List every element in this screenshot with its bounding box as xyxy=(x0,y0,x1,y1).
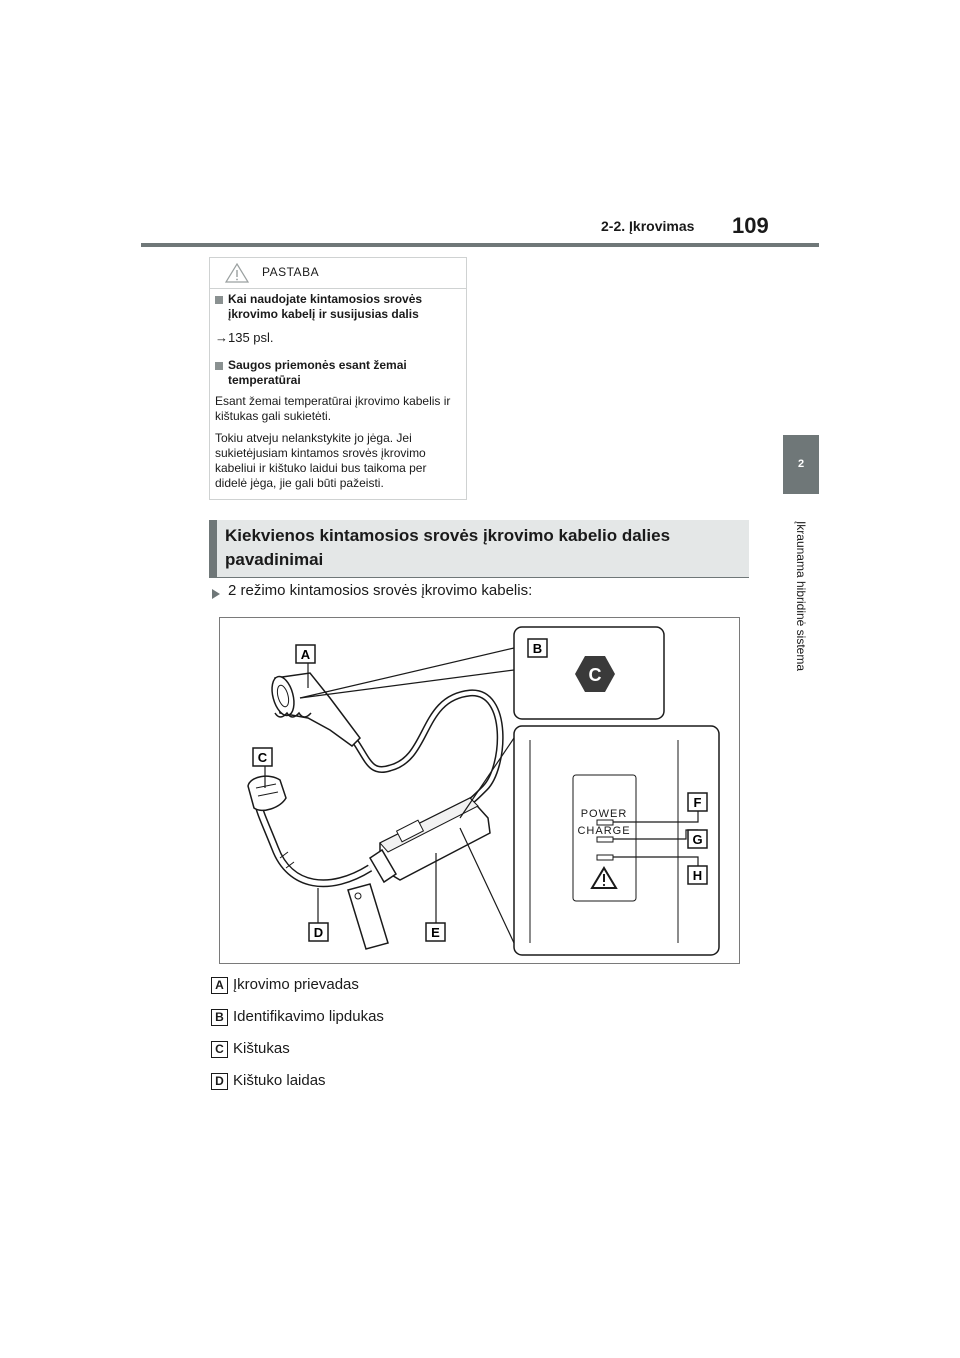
notice-box xyxy=(209,257,467,500)
sticker-letter: C xyxy=(588,665,602,685)
power-label: POWER xyxy=(580,808,628,820)
notice-reference: →135 psl. xyxy=(215,330,274,345)
notice-bullet-square xyxy=(215,362,223,370)
svg-text:G: G xyxy=(692,832,703,847)
notice-title: PASTABA xyxy=(262,265,320,279)
section-heading: Kiekvienos kintamosios srovės įkrovimo kabelio dalies pavadinimai xyxy=(225,526,671,569)
legend-text: Kištuko laidas xyxy=(233,1072,326,1089)
bullet-text: 2 režimo kintamosios srovės įkrovimo kabelis: xyxy=(228,582,533,599)
notice-item-heading: Kai naudojate kintamosios srovės įkrovimo kabelį ir susijusias dalis xyxy=(228,292,423,321)
ccid-control-box xyxy=(370,798,490,882)
header-rule xyxy=(141,243,819,247)
svg-text:H: H xyxy=(692,868,703,883)
svg-text:D: D xyxy=(313,925,324,940)
notice-item-heading: Saugos priemonės esant žemai temperatūrai xyxy=(228,358,407,387)
svg-text:A: A xyxy=(300,647,311,662)
svg-text:F: F xyxy=(693,795,702,810)
callout-E xyxy=(426,923,445,941)
notice-bullet-square xyxy=(215,296,223,304)
callout-G xyxy=(688,830,707,848)
warning-triangle-icon xyxy=(225,263,249,283)
section-header: 2-2. Įkrovimas xyxy=(601,218,695,234)
charging-cable-figure xyxy=(219,617,740,964)
legend-text: Įkrovimo prievadas xyxy=(233,976,359,993)
charging-port-connector xyxy=(268,673,360,746)
svg-text:B: B xyxy=(532,641,543,656)
legend-text: Identifikavimo lipdukas xyxy=(233,1008,384,1025)
legend-letter-C: C xyxy=(211,1041,228,1058)
notice-paragraph: Tokiu atveju nelankstykite jo jėga. Jei sukietėjusiam kintamos srovės įkrovimo kabeliui ir kištuko laidui bus taikoma per didelė jėga, jie gali būti pažeisti. xyxy=(215,431,427,490)
error-indicator-light xyxy=(597,855,613,860)
section-heading-rule xyxy=(209,577,749,578)
section-heading-accent xyxy=(209,520,217,578)
callout-C xyxy=(253,748,272,766)
legend-letter-A: A xyxy=(211,977,228,994)
charge-indicator-light xyxy=(597,837,613,842)
svg-text:E: E xyxy=(431,925,440,940)
callout-F xyxy=(688,793,707,811)
svg-text:C: C xyxy=(257,750,268,765)
cable-tag xyxy=(348,884,388,949)
notice-paragraph: Esant žemai temperatūrai įkrovimo kabelis ir kištukas gali sukietėti. xyxy=(215,394,451,423)
page-number: 109 xyxy=(732,213,769,238)
legend-text: Kištukas xyxy=(233,1040,290,1057)
legend-letter-B: B xyxy=(211,1009,228,1026)
chapter-label: Įkraunama hibridinė sistema xyxy=(794,520,808,672)
charging-cable-illustration xyxy=(220,618,741,965)
charge-label: CHARGE xyxy=(577,825,631,837)
plug xyxy=(248,776,286,810)
callout-B xyxy=(528,639,547,657)
notice-header xyxy=(210,258,466,289)
chapter-number: 2 xyxy=(797,458,805,470)
callout-H xyxy=(688,866,707,884)
bullet-arrow-icon xyxy=(211,588,221,600)
callout-A xyxy=(296,645,315,663)
callout-D xyxy=(309,923,328,941)
legend-letter-D: D xyxy=(211,1073,228,1090)
